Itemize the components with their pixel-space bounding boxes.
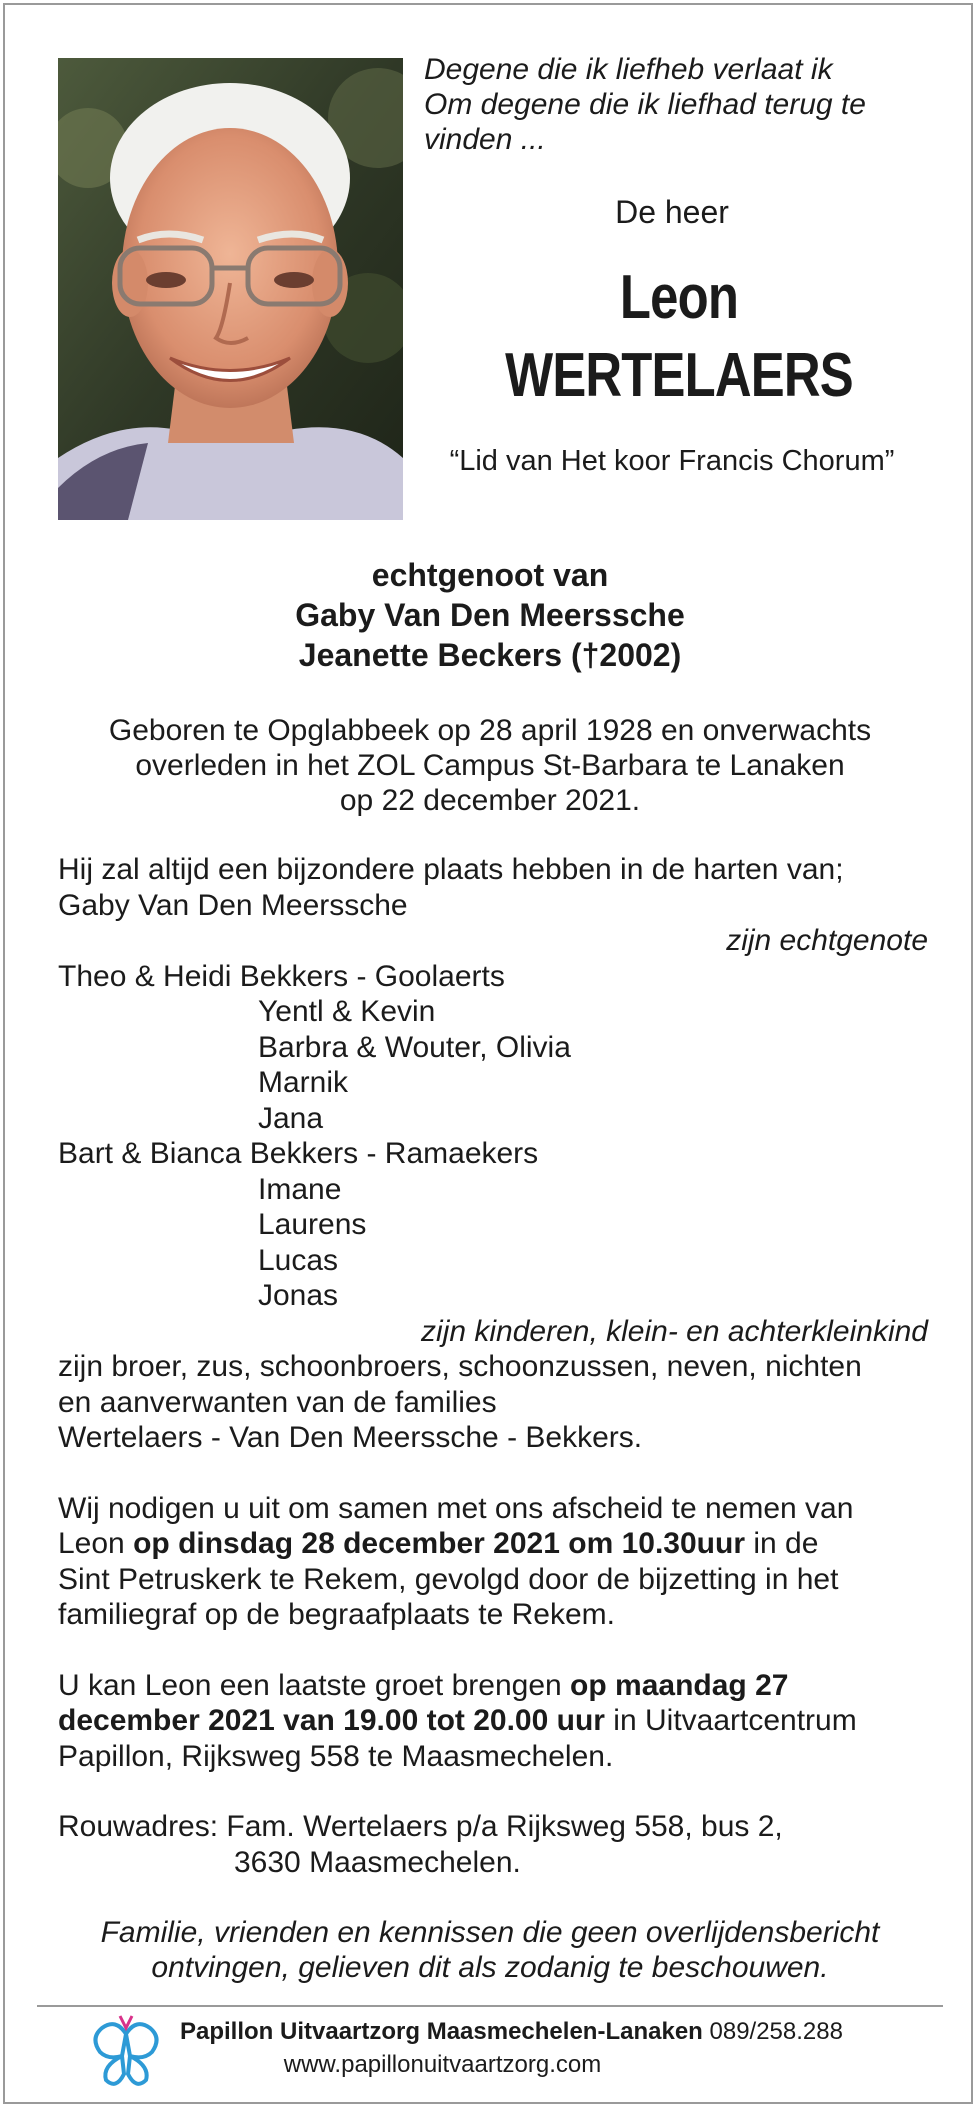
family-member: Theo & Heidi Bekkers - Goolaerts [58,959,505,993]
grandchild: Laurens [258,1208,367,1241]
grandchild: Yentl & Kevin [258,995,436,1028]
funeral-text: in de [745,1527,819,1560]
honorific: De heer [615,194,729,230]
quote-line: vinden ... [424,123,546,156]
footer-divider [37,2005,943,2007]
spouse-name: Gaby Van Den Meerssche [295,597,685,633]
birth-death-info [0,713,980,818]
info-line: op 22 december 2021. [339,784,641,817]
footer-company-line [180,2018,843,2046]
grandchild: Marnik [258,1066,349,1099]
spouse-name: Jeanette Beckers (†2002) [298,637,682,673]
visit-date: op maandag 27 [570,1668,789,1702]
company-phone: 089/258.288 [702,2018,843,2045]
mourning-address: 3630 Maasmechelen. [234,1845,521,1879]
grandchild: Jana [258,1101,324,1135]
mourning-address: Rouwadres: Fam. Wertelaers p/a Rijksweg 558, bus 2, [58,1810,783,1843]
relatives-line: zijn broer, zus, schoonbroers, schoonzussen, neven, nichten [58,1350,862,1383]
announcement-body [58,852,928,1880]
family-intro: Hij zal altijd een bijzondere plaats hebben in de harten van; [58,853,844,886]
visit-time: december 2021 van 19.00 tot 20.00 uur [58,1704,605,1737]
deceased-first-name: Leon [619,263,739,332]
funeral-text: Leon [58,1527,134,1560]
funeral-line: Wij nodigen u uit om samen met ons afscheid te nemen van [58,1491,854,1525]
family-member: Gaby Van Den Meerssche [58,888,408,922]
grandchild: Imane [258,1172,342,1206]
funeral-line: Sint Petruskerk te Rekem, gevolgd door de bijzetting in het [58,1562,839,1596]
quote-line: Degene die ik liefheb verlaat ik [424,53,833,86]
closing-line: Familie, vrienden en kennissen die geen overlijdensbericht [100,1916,880,1949]
visit-line: Papillon, Rijksweg 558 te Maasmechelen. [58,1739,614,1773]
grandchild: Jonas [258,1279,339,1312]
company-website[interactable]: www.papillonuitvaartzorg.com [283,2051,602,2078]
company-name: Papillon Uitvaartzorg Maasmechelen-Lanaken [180,2018,703,2045]
funeral-date: op dinsdag 28 december 2021 om 10.30uur [133,1527,745,1560]
portrait-photo [58,58,403,520]
relation-label: zijn echtgenote [726,924,928,957]
grandchild: Barbra & Wouter, Olivia [258,1030,571,1064]
info-line: overleden in het ZOL Campus St-Barbara te Lanaken [135,749,845,782]
deceased-surname: WERTELAERS [505,341,853,410]
info-line: Geboren te Opglabbeek op 28 april 1928 en onverwachts [108,714,872,747]
grandchild: Lucas [258,1243,339,1277]
spouse-block [0,555,980,675]
memorial-quote [424,52,964,157]
butterfly-logo-icon [86,2012,166,2092]
closing-line: ontvingen, gelieven dit als zodanig te beschouwen. [151,1951,829,1984]
relation-label: zijn kinderen, klein- en achterkleinkind [421,1314,928,1348]
relatives-line: Wertelaers - Van Den Meerssche - Bekkers. [58,1421,643,1454]
funeral-line [58,1526,928,1562]
relatives-line: en aanverwanten van de families [58,1385,497,1419]
membership-note: “Lid van Het koor Francis Chorum” [449,445,895,477]
visit-text: U kan Leon een laatste groet brengen [58,1668,571,1702]
quote-line: Om degene die ik liefhad terug te [424,88,866,121]
spouse-heading: echtgenoot van [371,557,609,593]
family-member: Bart & Bianca Bekkers - Ramaekers [58,1137,539,1170]
visit-line [58,1703,928,1739]
funeral-line: familiegraf op de begraafplaats te Rekem. [58,1598,615,1631]
closing-note [0,1915,980,1985]
visit-line [58,1668,928,1704]
visit-text: in Uitvaartcentrum [604,1704,857,1737]
